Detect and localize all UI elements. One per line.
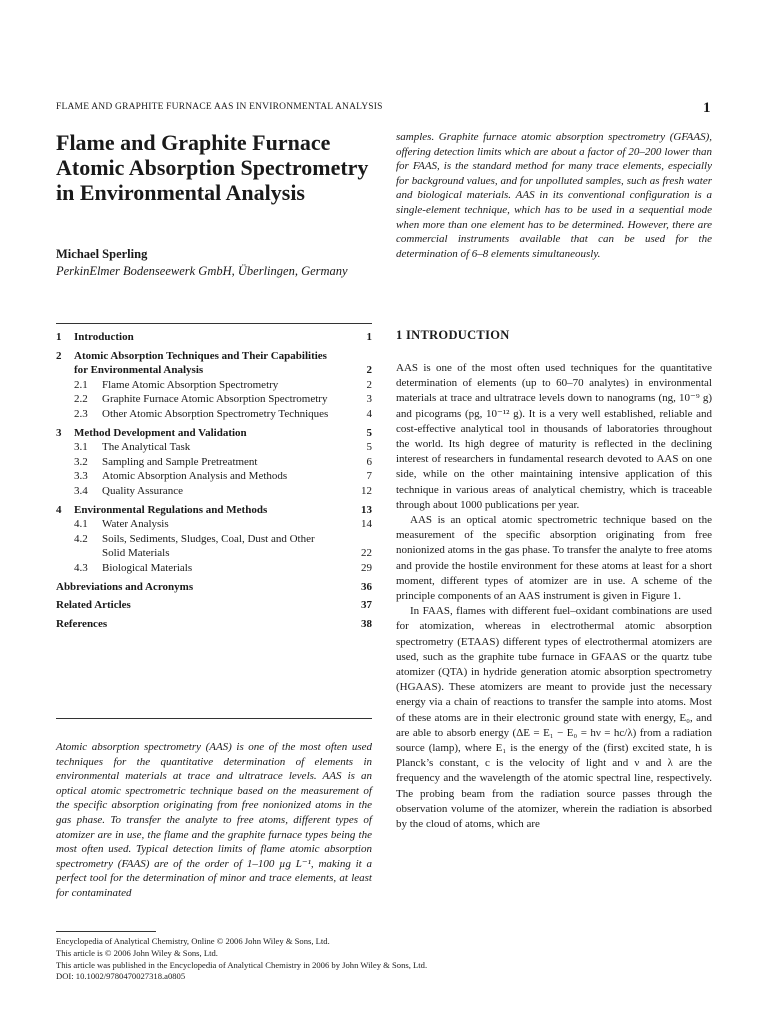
toc-label: Atomic Absorption Analysis and Methods	[102, 470, 288, 483]
toc-entry[interactable]	[56, 617, 372, 632]
toc-number: 3.3	[74, 470, 88, 483]
author-affiliation: PerkinElmer Bodenseewerk GmbH, Überlingen, Germany	[56, 264, 348, 278]
toc-page: 7	[366, 470, 372, 483]
toc-label: Related Articles	[56, 599, 131, 612]
toc-page: 1	[366, 331, 372, 343]
footer-line: This article is © 2006 John Wiley & Sons, Ltd.	[56, 947, 218, 958]
toc-page: 4	[366, 407, 372, 420]
abstract-continuation: samples. Graphite furnace atomic absorption spectrometry (GFAAS), offering detection limits which are about a factor of 20–200 lower than for FAAS, is the standard method for many trace elements, especially for background values, and for unpolluted samples, such as fresh water and biological materials. AAS in its conventional configuration is a single-element technique, which has to be used in a sequential mode when more than one element has to be determined. However, there are commercial instruments available that can be used for the determination of 6–8 elements simultaneously.	[396, 131, 712, 260]
toc-entry[interactable]	[56, 517, 372, 532]
body-paragraph: AAS is an optical atomic spectrometric technique based on the measurement of the specific absorption originating from free nonionized atoms in the gas phase. To transfer the analyte to free atoms and provide the hostile environment for these atoms at least for a short moment, different types of atomizer are in use. A scheme of the principle components of an AAS instrument is given in Figure 1.	[396, 514, 712, 603]
toc-entry[interactable]	[56, 378, 372, 393]
toc-label: Flame Atomic Absorption Spectrometry	[102, 378, 279, 391]
toc-label: Abbreviations and Acronyms	[56, 580, 194, 593]
toc-entry[interactable]	[56, 392, 372, 407]
toc-entry[interactable]	[56, 330, 372, 345]
toc-label: Introduction	[74, 331, 134, 343]
toc-number: 1	[56, 331, 62, 343]
author-name: Michael Sperling	[56, 247, 148, 261]
toc-number: 3.2	[74, 455, 88, 468]
running-header: FLAME AND GRAPHITE FURNACE AAS IN ENVIRONMENTAL ANALYSIS	[56, 102, 383, 112]
section-heading: 1 INTRODUCTION	[396, 328, 510, 342]
toc-number: 2	[56, 349, 62, 362]
toc-number: 3	[56, 426, 62, 439]
footer	[56, 936, 427, 983]
doi-link[interactable]: DOI: 10.1002/9780470027318.a0805	[56, 971, 186, 982]
toc-page: 37	[361, 599, 372, 612]
toc-page: 22	[361, 547, 372, 560]
toc-page: 38	[361, 617, 372, 630]
footer-line: This article was published in the Encyclopedia of Analytical Chemistry in 2006 by John Wiley & Sons, Ltd.	[56, 959, 428, 970]
toc-page: 6	[366, 455, 372, 468]
toc-page: 29	[361, 561, 372, 574]
toc-page: 14	[361, 518, 372, 531]
toc-number: 4.1	[74, 518, 88, 531]
abstract: Atomic absorption spectrometry (AAS) is one of the most often used techniques for the quantitative determination of elements in environmental materials at trace and ultratrace levels. AAS is an optical atomic spectrometric technique based on the measurement of the specific absorption originating from free nonionized atoms in the gas phase. To transfer the analyte to free atoms, different types of atomizer are in use, the flame and the graphite furnace types being the most often used. Typical detection limits of flame atomic absorption spectrometry (FAAS) are of the order of 1–100 µg L⁻¹, making it a perfect tool for the determination of minor and trace elements, at least for contaminated	[56, 741, 372, 899]
toc-number: 4.3	[74, 561, 88, 574]
toc-label: Other Atomic Absorption Spectrometry Techniques	[102, 407, 329, 420]
toc-entry[interactable]	[56, 469, 372, 484]
toc-entry[interactable]	[56, 561, 372, 576]
toc-entry[interactable]	[56, 484, 372, 499]
toc-entry[interactable]	[56, 503, 372, 518]
toc-number: 3.1	[74, 441, 88, 454]
toc-page: 2	[366, 378, 372, 391]
toc-page: 12	[361, 484, 372, 497]
toc-entry[interactable]	[56, 440, 372, 455]
toc-label: Method Development and Validation	[74, 426, 247, 439]
toc-entry[interactable]	[56, 455, 372, 470]
body-paragraph: AAS is one of the most often used techniques for the quantitative determination of elements (up to 60–70 analytes) in environmental materials at trace and ultratrace levels down to nanograms (ng, 10⁻⁹ g) and picograms (pg, 10⁻¹² g). It is a very well established, reliable and cost-effective analytical tool in thousands of laboratories throughout the world. Its high degree of maturity is reflected in the declining interest of researchers in fundamental research devoted to AAS on one side, while on the other maintaining intensive application of this technique in various areas of analytical chemistry, which is traceable through about 1000 publications per year.	[396, 362, 712, 511]
toc-entry[interactable]	[56, 532, 372, 561]
toc-label: Sampling and Sample Pretreatment	[102, 455, 258, 468]
toc-label: References	[56, 617, 108, 630]
toc-page: 3	[366, 393, 372, 406]
toc-page: 5	[366, 441, 372, 454]
toc-page: 5	[366, 426, 372, 439]
toc-label: Atomic Absorption Techniques and Their Capabilities for Environmental Analysis	[74, 349, 327, 377]
toc-number: 2.2	[74, 393, 88, 406]
toc-label: Environmental Regulations and Methods	[74, 503, 268, 516]
toc-page: 13	[361, 503, 372, 516]
toc-label: Biological Materials	[102, 561, 193, 574]
toc-label: Quality Assurance	[102, 484, 183, 497]
toc-entry[interactable]	[56, 349, 372, 378]
footer-rule	[56, 931, 156, 932]
toc-page: 36	[361, 580, 372, 593]
toc-page: 2	[366, 364, 372, 377]
toc-label: The Analytical Task	[102, 441, 191, 454]
toc-number: 2.1	[74, 378, 88, 391]
page-number: 1	[703, 100, 711, 116]
toc-entry[interactable]	[56, 426, 372, 441]
introduction-text	[396, 361, 712, 832]
toc-number: 4.2	[74, 532, 88, 545]
body-paragraph: In FAAS, flames with different fuel–oxidant combinations are used for atomization, whereas in electrothermal atomic absorption spectrometry (ETAAS) different types of electrothermal atomizers are used, such as the graphite tube furnace in GFAAS or the quartz tube atomizer (QTA) in hydride generation atomic absorption spectrometry (HGAAS). These atomizers are meant to provide just the necessary energy via a chain of reactions to transfer the sample into atoms. Most of these atoms are in their electronic ground state with energy, E₀, and are able to absorb energy (ΔE = E₁ − E₀ = hν = hc/λ) from a radiation source (lamp), where E₁ is the energy of the (first) excited state, h is Planck’s constant, c is the velocity of light and ν and λ are the frequency and the wavelength of the atomic spectral line, respectively. The probing beam from the radiation source passes through the observation volume of the atomizer, wherein the radiation is absorbed by the cloud of atoms, which are	[396, 605, 712, 831]
toc-entry[interactable]	[56, 580, 372, 595]
toc-entry[interactable]	[56, 407, 372, 422]
toc-bottom-rule	[56, 718, 372, 719]
table-of-contents	[56, 330, 372, 631]
toc-number: 2.3	[74, 407, 88, 420]
toc-top-rule	[56, 323, 372, 324]
toc-number: 4	[56, 503, 62, 516]
toc-label: Water Analysis	[102, 518, 169, 531]
toc-label: Graphite Furnace Atomic Absorption Spectrometry	[102, 393, 328, 406]
toc-number: 3.4	[74, 484, 88, 497]
toc-entry[interactable]	[56, 598, 372, 613]
footer-line: Encyclopedia of Analytical Chemistry, Online © 2006 John Wiley & Sons, Ltd.	[56, 936, 330, 946]
toc-label: Soils, Sediments, Sludges, Coal, Dust and Other Solid Materials	[102, 532, 315, 560]
article-title: Flame and Graphite Furnace Atomic Absorption Spectrometry in Environmental Analysis	[56, 130, 369, 205]
